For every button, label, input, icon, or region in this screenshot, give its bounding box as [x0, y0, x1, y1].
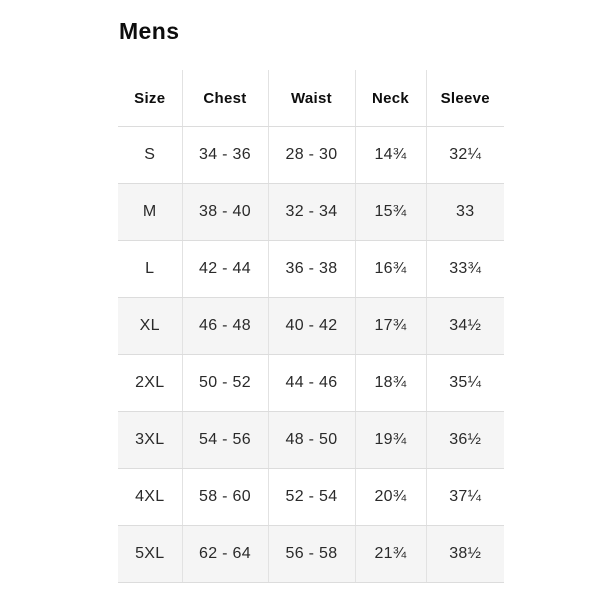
cell-sleeve: 35¼	[426, 355, 504, 412]
cell-chest: 50 - 52	[182, 355, 268, 412]
table-row	[118, 127, 504, 184]
table-row	[118, 469, 504, 526]
column-header-size: Size	[118, 70, 182, 127]
cell-sleeve: 38½	[426, 526, 504, 583]
column-header-chest: Chest	[182, 70, 268, 127]
cell-chest: 54 - 56	[182, 412, 268, 469]
cell-chest: 62 - 64	[182, 526, 268, 583]
size-chart-table	[118, 70, 504, 583]
cell-neck: 20¾	[355, 469, 426, 526]
column-header-waist: Waist	[268, 70, 355, 127]
cell-neck: 21¾	[355, 526, 426, 583]
cell-chest: 58 - 60	[182, 469, 268, 526]
cell-waist: 40 - 42	[268, 298, 355, 355]
cell-sleeve: 32¼	[426, 127, 504, 184]
cell-sleeve: 33	[426, 184, 504, 241]
cell-neck: 15¾	[355, 184, 426, 241]
cell-waist: 28 - 30	[268, 127, 355, 184]
page-title: Mens	[119, 18, 180, 44]
cell-chest: 46 - 48	[182, 298, 268, 355]
cell-size: XL	[118, 298, 182, 355]
cell-sleeve: 37¼	[426, 469, 504, 526]
table-row	[118, 241, 504, 298]
cell-neck: 18¾	[355, 355, 426, 412]
cell-size: 3XL	[118, 412, 182, 469]
cell-chest: 34 - 36	[182, 127, 268, 184]
table-row	[118, 184, 504, 241]
cell-size: L	[118, 241, 182, 298]
table-body	[118, 127, 504, 583]
cell-waist: 48 - 50	[268, 412, 355, 469]
table-row	[118, 355, 504, 412]
cell-waist: 36 - 38	[268, 241, 355, 298]
table-row	[118, 298, 504, 355]
cell-waist: 32 - 34	[268, 184, 355, 241]
cell-neck: 19¾	[355, 412, 426, 469]
cell-waist: 52 - 54	[268, 469, 355, 526]
cell-sleeve: 33¾	[426, 241, 504, 298]
cell-size: 5XL	[118, 526, 182, 583]
cell-sleeve: 36½	[426, 412, 504, 469]
cell-neck: 17¾	[355, 298, 426, 355]
table-row	[118, 526, 504, 583]
table-row	[118, 412, 504, 469]
header-row	[118, 70, 504, 127]
cell-size: M	[118, 184, 182, 241]
cell-neck: 14¾	[355, 127, 426, 184]
cell-sleeve: 34½	[426, 298, 504, 355]
cell-chest: 38 - 40	[182, 184, 268, 241]
column-header-sleeve: Sleeve	[426, 70, 504, 127]
cell-size: 4XL	[118, 469, 182, 526]
cell-size: 2XL	[118, 355, 182, 412]
cell-size: S	[118, 127, 182, 184]
cell-chest: 42 - 44	[182, 241, 268, 298]
cell-waist: 56 - 58	[268, 526, 355, 583]
column-header-neck: Neck	[355, 70, 426, 127]
cell-waist: 44 - 46	[268, 355, 355, 412]
cell-neck: 16¾	[355, 241, 426, 298]
